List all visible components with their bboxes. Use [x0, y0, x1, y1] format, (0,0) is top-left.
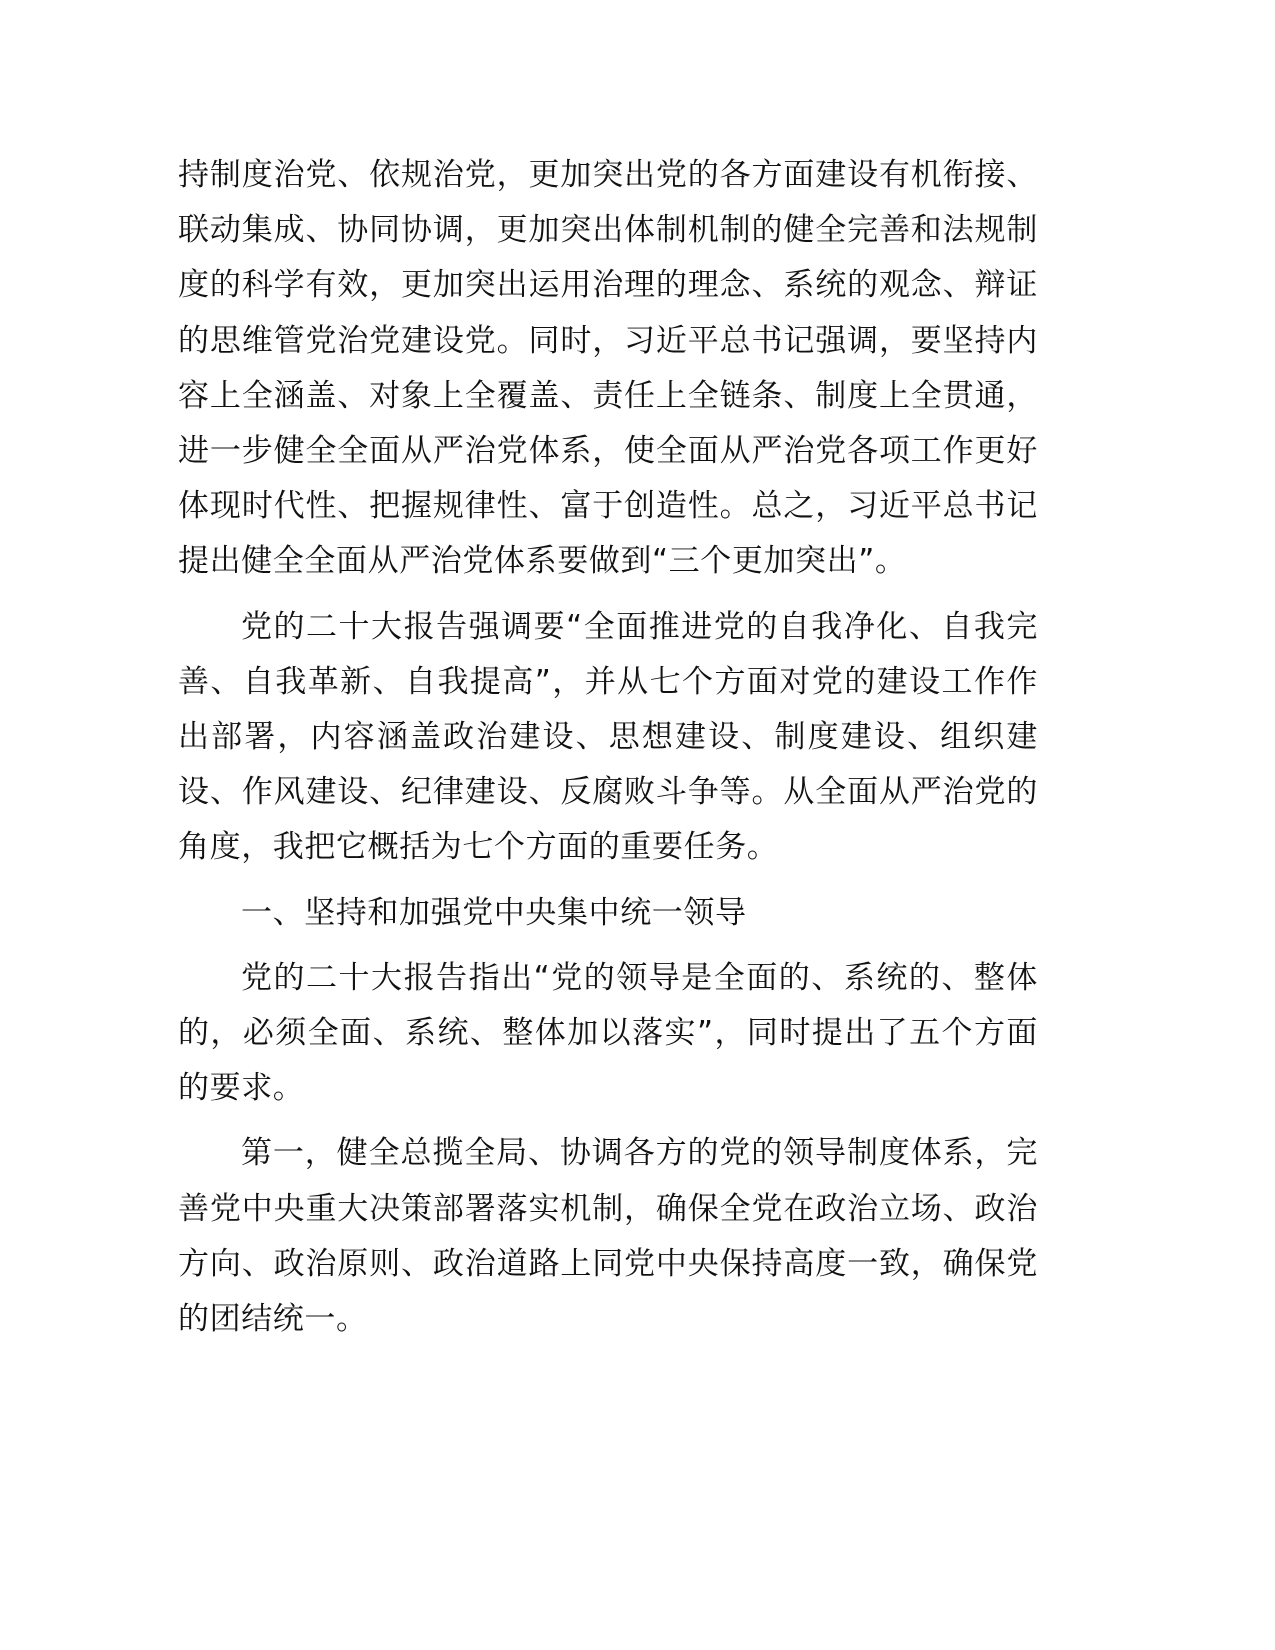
paragraph-first-requirement: 第一，健全总揽全局、协调各方的党的领导制度体系，完善党中央重大决策部署落实机制，确保全党在政治立场、政治方向、政治原则、政治道路上同党中央保持高度一致，确保党的团结统一。: [178, 1135, 1038, 1338]
section-heading-1: 一、坚持和加强党中央集中统一领导: [241, 894, 747, 931]
paragraph-party-leadership: 党的二十大报告指出“党的领导是全面的、系统的、整体的，必须全面、系统、整体加以落实”，同时提出了五个方面的要求。: [178, 959, 1038, 1107]
paragraph-continuation: 持制度治党、依规治党，更加突出党的各方面建设有机衔接、联动集成、协同协调，更加突出体制机制的健全完善和法规制度的科学有效，更加突出运用治理的理念、系统的观念、辩证的思维管党治党建设党。同时，习近平总书记强调，要坚持内容上全涵盖、对象上全覆盖、责任上全链条、制度上全贯通，进一步健全全面从严治党体系，使全面从严治党各项工作更好体现时代性、把握规律性、富于创造性。总之，习近平总书记提出健全全面从严治党体系要做到“三个更加突出”。: [178, 157, 1038, 580]
document-body: [178, 148, 1038, 1357]
paragraph-party-building-tasks: 党的二十大报告强调要“全面推进党的自我净化、自我完善、自我革新、自我提高”，并从七个方面对党的建设工作作出部署，内容涵盖政治建设、思想建设、制度建设、组织建设、作风建设、纪律建设、反腐败斗争等。从全面从严治党的角度，我把它概括为七个方面的重要任务。: [178, 608, 1038, 866]
